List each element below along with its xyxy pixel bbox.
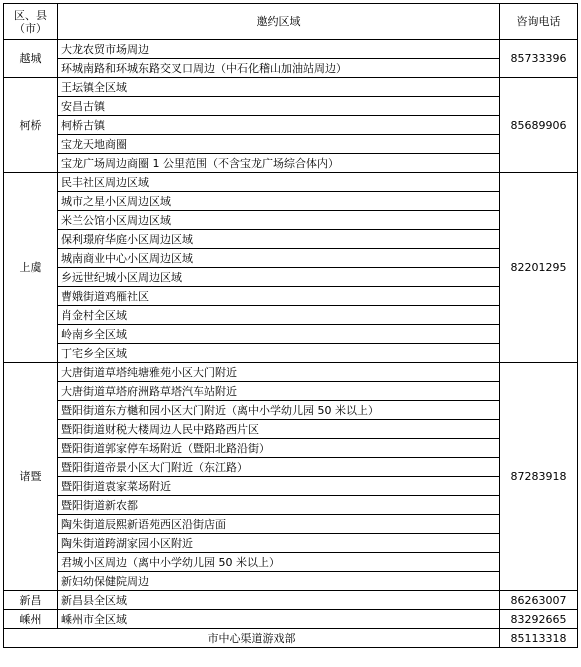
district-cell: 上虞 [4, 173, 58, 363]
table-row [4, 78, 578, 97]
area-cell: 君城小区周边（离中小学幼儿园 50 米以上） [58, 553, 500, 572]
district-cell: 柯桥 [4, 78, 58, 173]
table-row [4, 230, 578, 249]
table-row [4, 306, 578, 325]
area-cell: 环城南路和环城东路交叉口周边（中石化稽山加油站周边） [58, 59, 500, 78]
header-district-label: 区、县 （市） [14, 8, 47, 35]
area-cell: 保利璟府华庭小区周边区域 [58, 230, 500, 249]
table-row [4, 382, 578, 401]
table-row [4, 401, 578, 420]
phone-cell: 83292665 [500, 610, 578, 629]
area-cell: 城市之星小区周边区域 [58, 192, 500, 211]
area-cell: 曹娥街道鸡雁社区 [58, 287, 500, 306]
table-row [4, 553, 578, 572]
area-cell: 城南商业中心小区周边区域 [58, 249, 500, 268]
area-cell: 暨阳街道财税大楼周边人民中路路西片区 [58, 420, 500, 439]
area-cell: 肖金村全区域 [58, 306, 500, 325]
area-cell: 乡远世纪城小区周边区域 [58, 268, 500, 287]
area-cell: 陶朱街道跨湖家园小区附近 [58, 534, 500, 553]
invitation-area-table [3, 3, 578, 648]
header-phone-label: 咨询电话 [516, 15, 561, 28]
header-phone [500, 4, 578, 40]
area-cell: 嵊州市全区域 [58, 610, 500, 629]
document-page [3, 3, 578, 648]
area-cell: 米兰公馆小区周边区域 [58, 211, 500, 230]
district-cell: 嵊州 [4, 610, 58, 629]
table-row [4, 211, 578, 230]
area-cell: 暨阳街道郭家停车场附近（暨阳北路沿街） [58, 439, 500, 458]
area-cell: 宝龙广场周边商圈 1 公里范围（不含宝龙广场综合体内） [58, 154, 500, 173]
area-cell: 大龙农贸市场周边 [58, 40, 500, 59]
table-row [4, 59, 578, 78]
table-row [4, 135, 578, 154]
table-row [4, 591, 578, 610]
table-row [4, 515, 578, 534]
phone-cell: 85733396 [500, 40, 578, 78]
table-row [4, 458, 578, 477]
footer-phone: 85113318 [500, 629, 578, 648]
table-row [4, 173, 578, 192]
table-row [4, 154, 578, 173]
phone-cell: 86263007 [500, 591, 578, 610]
table-row [4, 268, 578, 287]
table-row [4, 610, 578, 629]
footer-row [4, 629, 578, 648]
phone-cell: 82201295 [500, 173, 578, 363]
area-cell: 暨阳街道袁家菜场附近 [58, 477, 500, 496]
table-row [4, 344, 578, 363]
area-cell: 王坛镇全区域 [58, 78, 500, 97]
area-cell: 岭南乡全区域 [58, 325, 500, 344]
area-cell: 大唐街道草塔纯塘雅苑小区大门附近 [58, 363, 500, 382]
table-row [4, 534, 578, 553]
area-cell: 大唐街道草塔府洲路草塔汽车站附近 [58, 382, 500, 401]
table-row [4, 325, 578, 344]
header-area-label: 邀约区域 [256, 15, 301, 28]
phone-cell: 87283918 [500, 363, 578, 591]
phone-cell: 85689906 [500, 78, 578, 173]
district-cell: 诸暨 [4, 363, 58, 591]
footer-label: 市中心渠道游戏部 [4, 629, 500, 648]
table-row [4, 420, 578, 439]
district-cell: 越城 [4, 40, 58, 78]
table-row [4, 572, 578, 591]
area-cell: 民丰社区周边区域 [58, 173, 500, 192]
area-cell: 安昌古镇 [58, 97, 500, 116]
table-header-row [4, 4, 578, 40]
table-row [4, 439, 578, 458]
table-row [4, 363, 578, 382]
area-cell: 暨阳街道帝景小区大门附近（东江路） [58, 458, 500, 477]
area-cell: 陶朱街道辰熙新语苑西区沿街店面 [58, 515, 500, 534]
table-body [4, 40, 578, 648]
table-row [4, 40, 578, 59]
area-cell: 丁宅乡全区域 [58, 344, 500, 363]
area-cell: 新昌县全区域 [58, 591, 500, 610]
area-cell: 柯桥古镇 [58, 116, 500, 135]
table-row [4, 249, 578, 268]
table-row [4, 97, 578, 116]
table-row [4, 192, 578, 211]
area-cell: 暨阳街道新农都 [58, 496, 500, 515]
table-row [4, 287, 578, 306]
header-area [58, 4, 500, 40]
header-district [4, 4, 58, 40]
table-row [4, 496, 578, 515]
area-cell: 宝龙天地商圈 [58, 135, 500, 154]
district-cell: 新昌 [4, 591, 58, 610]
area-cell: 新妇幼保健院周边 [58, 572, 500, 591]
table-row [4, 477, 578, 496]
table-row [4, 116, 578, 135]
area-cell: 暨阳街道东方樾和园小区大门附近（离中小学幼儿园 50 米以上） [58, 401, 500, 420]
